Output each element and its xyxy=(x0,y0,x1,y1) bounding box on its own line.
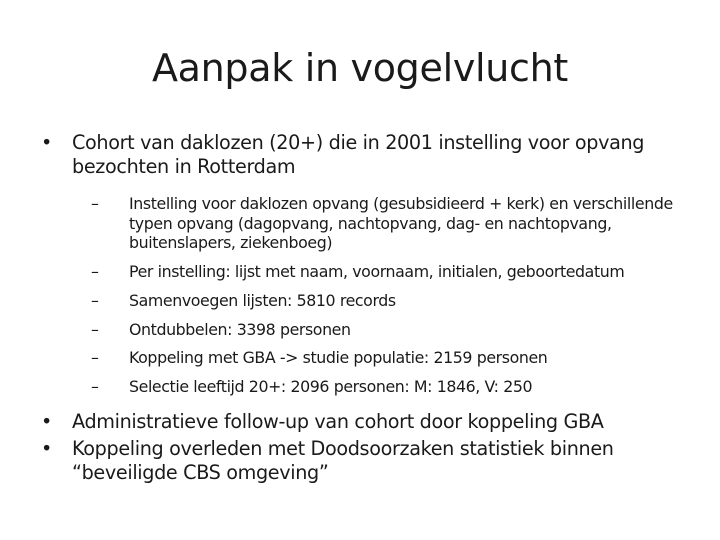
sub-bullet-item xyxy=(90,194,696,253)
sub-bullet-item xyxy=(90,348,696,368)
bullet-item xyxy=(36,410,696,434)
sub-bullet-text: Koppeling met GBA -> studie populatie: 2159 personen xyxy=(129,348,548,368)
dash-marker: – xyxy=(91,290,99,310)
bullet-text: Koppeling overleden met Doodsoorzaken statistiek binnen “beveiligde CBS omgeving” xyxy=(72,437,614,484)
sub-bullet-item xyxy=(90,320,696,340)
dash-marker: – xyxy=(91,261,99,281)
bullet-list xyxy=(36,131,696,484)
bullet-text: Administratieve follow-up van cohort door koppeling GBA xyxy=(72,409,604,433)
sub-bullet-item xyxy=(90,377,696,397)
bullet-item xyxy=(36,437,696,484)
bullet-marker: • xyxy=(41,409,52,433)
dash-marker: – xyxy=(91,194,99,213)
bullet-text: Cohort van daklozen (20+) die in 2001 instelling voor opvang bezochten in Rotterdam xyxy=(72,131,645,178)
sub-bullet-text: Instelling voor daklozen opvang (gesubsidieerd + kerk) en verschillende typen opvang (dagopvang, nachtopvang, dag- en nachtopvang, buitenslapers, ziekenboeg) xyxy=(129,194,673,253)
dash-marker: – xyxy=(91,348,99,368)
sub-bullet-item xyxy=(90,262,696,282)
sub-bullet-text: Per instelling: lijst met naam, voornaam, initialen, geboortedatum xyxy=(129,261,625,281)
sub-bullet-text: Samenvoegen lijsten: 5810 records xyxy=(129,290,396,310)
bullet-item xyxy=(36,131,696,178)
dash-marker: – xyxy=(91,319,99,339)
bullet-marker: • xyxy=(41,437,52,461)
sub-bullet-list xyxy=(36,194,696,397)
bullet-marker: • xyxy=(41,131,52,154)
dash-marker: – xyxy=(91,377,99,397)
sub-bullet-item xyxy=(90,291,696,311)
sub-bullet-text: Ontdubbelen: 3398 personen xyxy=(129,319,351,339)
sub-bullet-text: Selectie leeftijd 20+: 2096 personen: M: 1846, V: 250 xyxy=(129,377,533,397)
slide-title: Aanpak in vogelvlucht xyxy=(151,46,569,90)
